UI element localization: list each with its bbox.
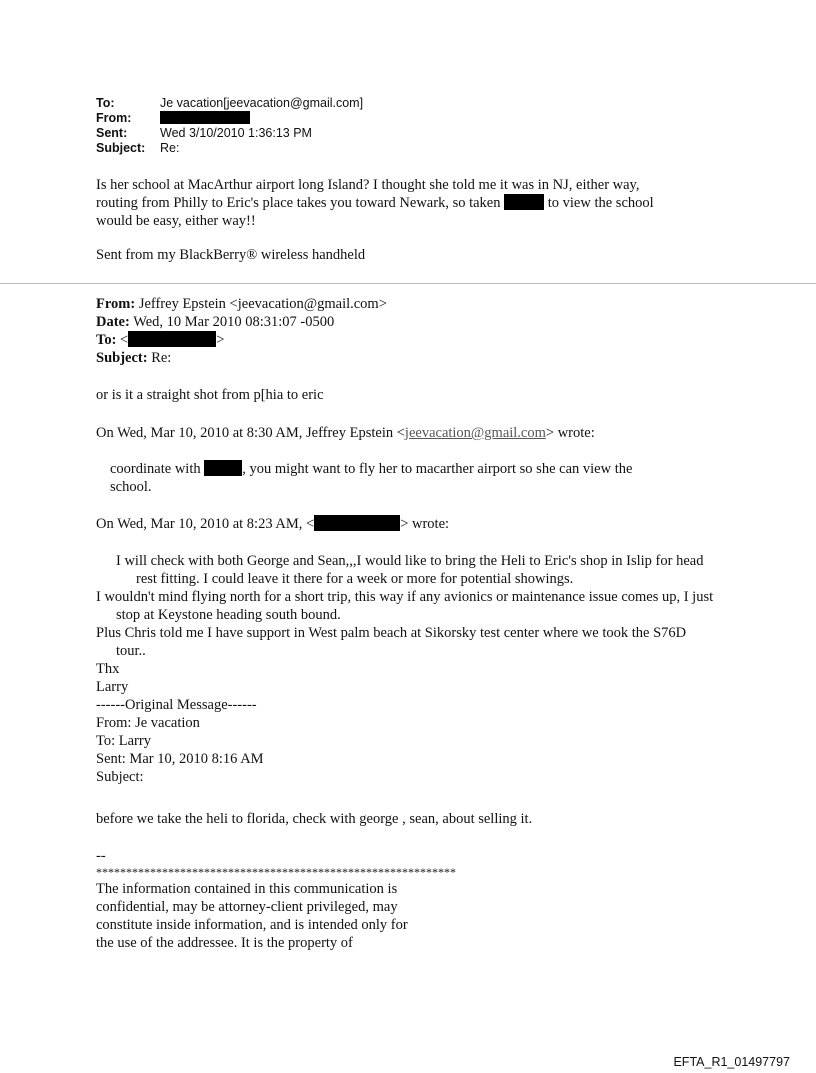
separator-line xyxy=(0,283,816,284)
quote-line: To: Larry xyxy=(96,733,151,749)
reply-body xyxy=(96,176,726,230)
quoted-from-row xyxy=(96,295,726,313)
redaction-box xyxy=(504,194,544,210)
redaction-box xyxy=(128,331,216,347)
email-header xyxy=(96,96,363,156)
quote1-body xyxy=(110,460,710,496)
quote-line: From: Je vacation xyxy=(96,715,200,731)
redaction-box xyxy=(314,515,400,531)
quote-line: Sent: Mar 10, 2010 8:16 AM xyxy=(96,751,264,767)
message-text: or is it a straight shot from p[hia to eric xyxy=(96,387,324,403)
header-subject-row xyxy=(96,141,363,156)
header-from-label: From: xyxy=(96,111,132,125)
disclaimer-line: confidential, may be attorney-client privileged, may xyxy=(96,899,398,915)
email-link[interactable]: jeevacation@gmail.com xyxy=(404,425,546,441)
quoted-subject-value: Re: xyxy=(151,350,172,366)
quoted-header xyxy=(96,295,726,367)
disclaimer xyxy=(96,847,726,952)
quoted-from-value: Jeffrey Epstein <jeevacation@gmail.com> xyxy=(138,296,387,312)
quoted-subject-row xyxy=(96,349,726,367)
quoted-to-close: > xyxy=(216,332,225,348)
quote2-body xyxy=(96,552,716,786)
reply-line: would be easy, either way!! xyxy=(96,213,256,229)
quoted-date-value: Wed, 10 Mar 2010 08:31:07 -0500 xyxy=(133,314,335,330)
quote-line: ------Original Message------ xyxy=(96,697,257,713)
header-sent-label: Sent: xyxy=(96,126,128,140)
disclaimer-line: The information contained in this communication is xyxy=(96,881,398,897)
reply-line: Is her school at MacArthur airport long Island? I thought she told me it was in NJ, either way, xyxy=(96,177,640,193)
disclaimer-line: the use of the addressee. It is the property of xyxy=(96,935,353,951)
header-to-value: Je vacation[jeevacation@gmail.com] xyxy=(160,96,364,110)
quoted-from-label: From: xyxy=(96,296,136,312)
quoted-to-open: < xyxy=(120,332,129,348)
quoted-to-label: To: xyxy=(96,332,117,348)
header-subject-value: Re: xyxy=(160,141,180,155)
quote-intro xyxy=(96,515,726,533)
quote-line-text: coordinate with xyxy=(110,461,201,477)
redaction-box xyxy=(160,111,250,124)
redaction-box xyxy=(204,460,242,476)
quote-intro-text: > wrote: xyxy=(400,516,450,532)
quote-intro-text: On Wed, Mar 10, 2010 at 8:23 AM, < xyxy=(96,516,315,532)
quoted-to-row xyxy=(96,331,726,349)
quote-line: Larry xyxy=(96,679,129,695)
quote-line: school. xyxy=(110,479,152,495)
quoted-subject-label: Subject: xyxy=(96,350,148,366)
quote-intro xyxy=(96,424,726,442)
quote-paragraph: Plus Chris told me I have support in West palm beach at Sikorsky test center where we took the S76D tour.. xyxy=(96,625,687,659)
quote-intro-text: On Wed, Mar 10, 2010 at 8:30 AM, Jeffrey Epstein < xyxy=(96,425,405,441)
reply-line-text: to view the school xyxy=(547,195,654,211)
quote-line xyxy=(110,460,710,478)
quote-intro-text: > wrote: xyxy=(545,425,595,441)
header-subject-label: Subject: xyxy=(96,141,146,155)
quote-paragraph: I wouldn't mind flying north for a short trip, this way if any avionics or maintenance issue comes up, I just stop at Keystone heading south bound. xyxy=(96,589,714,623)
header-to-label: To: xyxy=(96,96,115,110)
disclaimer-line: -- xyxy=(96,848,106,864)
signature: Sent from my BlackBerry® wireless handheld xyxy=(96,247,366,263)
disclaimer-line: ************************************************************ xyxy=(96,865,456,879)
header-from-row xyxy=(96,111,363,126)
quote-line: Subject: xyxy=(96,769,144,785)
original-body: before we take the heli to florida, check with george , sean, about selling it. xyxy=(96,811,533,827)
reply-line xyxy=(96,194,726,212)
header-to-row xyxy=(96,96,363,111)
quoted-date-row xyxy=(96,313,726,331)
header-sent-row xyxy=(96,126,363,141)
disclaimer-line: constitute inside information, and is intended only for xyxy=(96,917,408,933)
quoted-date-label: Date: xyxy=(96,314,130,330)
document-id: EFTA_R1_01497797 xyxy=(673,1055,790,1069)
quote-paragraph: I will check with both George and Sean,,,I would like to bring the Heli to Eric's shop in Islip for head rest fitting. I could leave it there for a week or more for potential showings. xyxy=(116,553,704,587)
quote-line: Thx xyxy=(96,661,120,677)
quote-line-text: , you might want to fly her to macarther airport so she can view the xyxy=(242,461,633,477)
reply-line-text: routing from Philly to Eric's place takes you toward Newark, so taken xyxy=(96,195,501,211)
header-sent-value: Wed 3/10/2010 1:36:13 PM xyxy=(160,126,312,140)
